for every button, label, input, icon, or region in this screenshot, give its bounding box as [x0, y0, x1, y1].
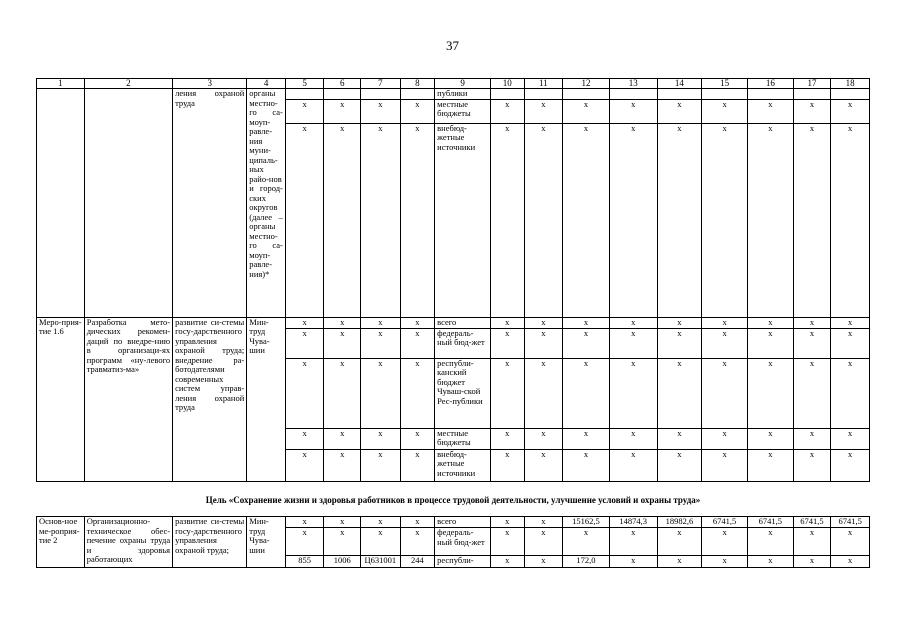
value-cell: x: [831, 428, 870, 449]
header-cell: 1: [37, 79, 85, 89]
value-cell: x: [702, 556, 748, 568]
budget-code-cell: 855: [285, 556, 324, 568]
value-cell: x: [524, 358, 563, 428]
budget-code-cell: x: [285, 358, 324, 428]
value-cell: x: [793, 428, 831, 449]
budget-code-cell: x: [285, 428, 324, 449]
funding-source-cell: федераль-ный бюд-жет: [435, 528, 491, 556]
budget-code-cell: Ц631001: [361, 556, 401, 568]
value-cell: x: [609, 123, 657, 317]
value-cell: 172,0: [563, 556, 610, 568]
value-cell: x: [524, 328, 563, 358]
budget-table-upper: [36, 78, 870, 482]
header-cell: 13: [609, 79, 657, 89]
budget-code-cell: x: [324, 317, 361, 328]
header-cell: 7: [361, 79, 401, 89]
value-cell: x: [657, 99, 702, 123]
value-cell: x: [563, 449, 610, 481]
value-cell: x: [563, 99, 610, 123]
value-cell: [563, 89, 610, 100]
responsible-cell: Мин-труд Чува-шии: [247, 317, 286, 481]
value-cell: x: [563, 123, 610, 317]
budget-code-cell: x: [324, 328, 361, 358]
budget-code-cell: x: [361, 99, 401, 123]
funding-source-cell: республи-: [435, 556, 491, 568]
budget-code-cell: x: [361, 449, 401, 481]
value-cell: x: [491, 358, 525, 428]
value-cell: x: [657, 123, 702, 317]
value-cell: [747, 89, 793, 100]
budget-code-cell: x: [361, 123, 401, 317]
budget-code-cell: x: [285, 517, 324, 528]
value-cell: x: [747, 99, 793, 123]
measure-code-cell: Меро-прия-тие 1.6: [37, 317, 85, 481]
budget-code-cell: x: [324, 428, 361, 449]
value-cell: x: [831, 528, 870, 556]
value-cell: x: [563, 328, 610, 358]
value-cell: x: [657, 528, 702, 556]
budget-code-cell: x: [324, 528, 361, 556]
value-cell: x: [793, 328, 831, 358]
header-cell: 9: [435, 79, 491, 89]
block-main-activity-2: [37, 517, 870, 568]
budget-code-cell: [324, 89, 361, 100]
value-cell: x: [609, 428, 657, 449]
budget-code-cell: 1006: [324, 556, 361, 568]
budget-code-cell: x: [400, 358, 435, 428]
measure-name-cell: Организационно-техническое обес-печение охраны труда и здоровья работающих: [84, 517, 172, 568]
funding-source-cell: внебюд-жетные источники: [435, 449, 491, 481]
budget-code-cell: x: [361, 528, 401, 556]
funding-source-cell: всего: [435, 517, 491, 528]
value-cell: x: [747, 328, 793, 358]
value-cell: [793, 89, 831, 100]
value-cell: x: [747, 449, 793, 481]
value-cell: [657, 89, 702, 100]
value-cell: x: [793, 449, 831, 481]
value-cell: x: [702, 123, 748, 317]
value-cell: x: [702, 449, 748, 481]
budget-code-cell: x: [285, 317, 324, 328]
value-cell: x: [491, 517, 525, 528]
value-cell: x: [831, 328, 870, 358]
budget-code-cell: x: [400, 328, 435, 358]
budget-code-cell: x: [285, 328, 324, 358]
value-cell: x: [831, 556, 870, 568]
funding-source-cell: всего: [435, 317, 491, 328]
header-cell: 6: [324, 79, 361, 89]
value-cell: x: [747, 123, 793, 317]
budget-code-cell: x: [400, 123, 435, 317]
table-row: [37, 317, 870, 328]
header-row: [37, 79, 870, 89]
measure-code-cell: [37, 89, 85, 318]
goal-link-cell: развитие си-стемы госу-дарственного управления охраной труда; внедрение ра-ботодателями современных систем управ-ления охраной труда: [173, 317, 247, 481]
value-cell: x: [793, 317, 831, 328]
value-cell: x: [657, 449, 702, 481]
budget-code-cell: x: [285, 528, 324, 556]
table-row: [37, 89, 870, 100]
header-cell: 17: [793, 79, 831, 89]
header-cell: 11: [524, 79, 563, 89]
value-cell: x: [702, 358, 748, 428]
budget-code-cell: x: [361, 428, 401, 449]
budget-code-cell: x: [324, 99, 361, 123]
page-number: 37: [446, 38, 459, 53]
budget-code-cell: x: [400, 528, 435, 556]
header-cell: 8: [400, 79, 435, 89]
header-cell: 3: [173, 79, 247, 89]
value-cell: x: [491, 317, 525, 328]
budget-code-cell: [285, 89, 324, 100]
value-cell: x: [491, 123, 525, 317]
responsible-cell: органы местно-го са-моуп-равле-ния муни-ципаль-ных райо-нов и город-ских округов (далее – органы местно-го са-моуп-равле-ния)*: [247, 89, 286, 318]
budget-code-cell: x: [324, 517, 361, 528]
value-cell: 18982,6: [657, 517, 702, 528]
value-cell: x: [793, 556, 831, 568]
funding-source-cell: публики: [435, 89, 491, 100]
budget-code-cell: x: [285, 99, 324, 123]
budget-code-cell: x: [324, 123, 361, 317]
budget-code-cell: x: [285, 123, 324, 317]
funding-source-cell: федераль-ный бюд-жет: [435, 328, 491, 358]
value-cell: [491, 89, 525, 100]
responsible-cell: Мин-труд Чува-шии: [247, 517, 286, 568]
funding-source-cell: местные бюджеты: [435, 428, 491, 449]
value-cell: x: [524, 556, 563, 568]
value-cell: x: [491, 556, 525, 568]
budget-code-cell: [400, 89, 435, 100]
value-cell: [831, 89, 870, 100]
value-cell: x: [747, 358, 793, 428]
value-cell: x: [563, 317, 610, 328]
measure-name-cell: [84, 89, 172, 318]
value-cell: 6741,5: [747, 517, 793, 528]
value-cell: x: [657, 428, 702, 449]
budget-code-cell: x: [400, 517, 435, 528]
value-cell: x: [524, 517, 563, 528]
value-cell: x: [747, 528, 793, 556]
value-cell: x: [524, 449, 563, 481]
header-cell: 5: [285, 79, 324, 89]
budget-code-cell: x: [361, 317, 401, 328]
block-continuation: [37, 89, 870, 318]
value-cell: x: [491, 428, 525, 449]
budget-code-cell: x: [400, 428, 435, 449]
value-cell: x: [702, 328, 748, 358]
value-cell: x: [563, 528, 610, 556]
block-activity-1-6: [37, 317, 870, 481]
value-cell: x: [609, 328, 657, 358]
value-cell: x: [524, 528, 563, 556]
header-cell: 14: [657, 79, 702, 89]
value-cell: x: [831, 123, 870, 317]
value-cell: x: [747, 556, 793, 568]
value-cell: x: [491, 328, 525, 358]
value-cell: x: [831, 317, 870, 328]
budget-code-cell: x: [361, 328, 401, 358]
value-cell: 6741,5: [793, 517, 831, 528]
value-cell: x: [747, 317, 793, 328]
value-cell: x: [524, 428, 563, 449]
value-cell: [609, 89, 657, 100]
value-cell: x: [524, 123, 563, 317]
header-cell: 18: [831, 79, 870, 89]
header-cell: 12: [563, 79, 610, 89]
funding-source-cell: местные бюджеты: [435, 99, 491, 123]
value-cell: x: [563, 428, 610, 449]
header-cell: 10: [491, 79, 525, 89]
goal-heading: Цель «Сохранение жизни и здоровья работников в процессе трудовой деятельности, улучшение условий и охраны труда»: [205, 495, 701, 505]
budget-code-cell: x: [324, 358, 361, 428]
value-cell: x: [524, 317, 563, 328]
budget-code-cell: x: [361, 358, 401, 428]
header-cell: 15: [702, 79, 748, 89]
value-cell: x: [657, 556, 702, 568]
goal-link-cell: ления охраной труда: [173, 89, 247, 318]
value-cell: x: [793, 99, 831, 123]
value-cell: x: [793, 123, 831, 317]
measure-code-cell: Основ-ное ме-роприя-тие 2: [37, 517, 85, 568]
value-cell: x: [609, 449, 657, 481]
budget-code-cell: x: [324, 449, 361, 481]
value-cell: x: [702, 528, 748, 556]
budget-code-cell: x: [400, 317, 435, 328]
value-cell: 15162,5: [563, 517, 610, 528]
funding-source-cell: республи-канский бюджет Чуваш-ской Рес-публики: [435, 358, 491, 428]
value-cell: x: [747, 428, 793, 449]
value-cell: x: [609, 317, 657, 328]
value-cell: x: [702, 317, 748, 328]
budget-code-cell: [361, 89, 401, 100]
measure-name-cell: Разработка мето-дических рекомен-даций по внедре-нию в организаци-ях программ «ну-левого травматиз-ма»: [84, 317, 172, 481]
funding-source-cell: внебюд-жетные источники: [435, 123, 491, 317]
value-cell: x: [831, 449, 870, 481]
table-row: [37, 517, 870, 528]
value-cell: x: [657, 317, 702, 328]
value-cell: 6741,5: [702, 517, 748, 528]
value-cell: x: [609, 556, 657, 568]
budget-code-cell: x: [361, 517, 401, 528]
value-cell: x: [793, 358, 831, 428]
value-cell: 14874,3: [609, 517, 657, 528]
value-cell: x: [702, 428, 748, 449]
value-cell: x: [609, 528, 657, 556]
value-cell: x: [793, 528, 831, 556]
value-cell: x: [657, 328, 702, 358]
budget-code-cell: 244: [400, 556, 435, 568]
value-cell: [702, 89, 748, 100]
value-cell: x: [831, 99, 870, 123]
goal-link-cell: развитие си-стемы госу-дарственного управления охраной труда;: [173, 517, 247, 568]
value-cell: x: [702, 99, 748, 123]
value-cell: x: [831, 358, 870, 428]
value-cell: x: [491, 449, 525, 481]
header-cell: 4: [247, 79, 286, 89]
header-cell: 2: [84, 79, 172, 89]
value-cell: x: [563, 358, 610, 428]
value-cell: x: [491, 99, 525, 123]
header-cell: 16: [747, 79, 793, 89]
value-cell: x: [491, 528, 525, 556]
value-cell: x: [657, 358, 702, 428]
budget-table-lower: [36, 516, 870, 568]
value-cell: x: [524, 99, 563, 123]
value-cell: [524, 89, 563, 100]
budget-code-cell: x: [400, 99, 435, 123]
budget-code-cell: x: [285, 449, 324, 481]
value-cell: 6741,5: [831, 517, 870, 528]
value-cell: x: [609, 358, 657, 428]
value-cell: x: [609, 99, 657, 123]
budget-code-cell: x: [400, 449, 435, 481]
